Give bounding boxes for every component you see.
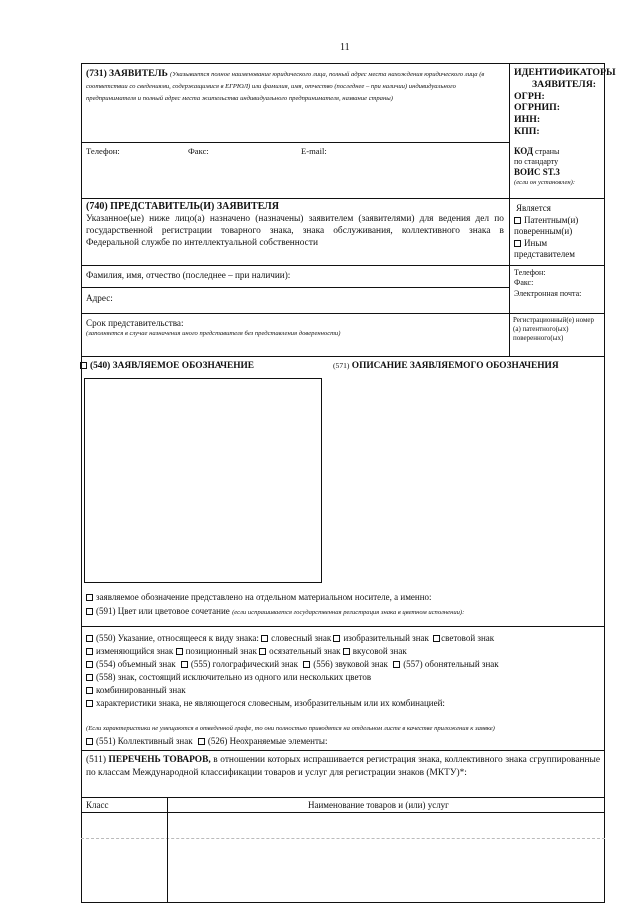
kind-indication-checkbox[interactable] xyxy=(86,635,93,642)
holographic-mark-label: (555) голографический знак xyxy=(190,659,299,670)
reg-number-line-3: поверенного(ых) xyxy=(513,334,564,343)
identifiers-title-2: ЗАЯВИТЕЛЯ: xyxy=(532,78,597,90)
patent-attorney-label-2: поверенным(и) xyxy=(514,226,573,237)
standard-line: по стандарту xyxy=(514,157,559,167)
goods-code: (511) xyxy=(86,755,106,765)
divider xyxy=(81,287,510,288)
rep-email-label: Электронная почта: xyxy=(514,288,582,298)
applicant-fax-label: Факс: xyxy=(188,146,209,156)
term-label: Срок представительства: xyxy=(86,318,184,328)
color-checkbox[interactable] xyxy=(86,608,93,615)
rep-phone-label: Телефон: xyxy=(514,268,546,277)
divider xyxy=(81,797,605,798)
figurative-mark-checkbox[interactable] xyxy=(333,635,340,642)
identifiers-title-1: ИДЕНТИФИКАТОРЫ xyxy=(514,67,616,78)
taste-mark-checkbox[interactable] xyxy=(343,648,350,655)
characteristics-label: характеристики знака, не являющегося словесным, изобразительным или их комбинацией: xyxy=(96,698,445,709)
reg-number-block xyxy=(513,316,594,343)
goods-text: в отношении которых испрашивается регистрация знака, коллективного знака сгруппированные по классам Международной классификации товаров и услуг для регистрации знаков (МКТУ)*: xyxy=(86,755,600,778)
changing-mark-label: изменяющийся знак xyxy=(96,646,174,657)
color-hint: (если испрашивается государственная регистрация знака в цветном исполнении): xyxy=(232,609,465,616)
colors-only-checkbox[interactable] xyxy=(86,674,93,681)
applicant-block xyxy=(86,68,504,103)
country-code-rest: страны xyxy=(535,147,560,156)
divider xyxy=(81,750,605,751)
divider xyxy=(81,838,605,839)
representative-text: Указанное(ые) ниже лицо(а) назначено (назначены) заявителем (заявителями) для ведения дел по государственной регистрации товарного знака, знака обслуживания, коллективного знака в Федеральной службе по интеллектуальной собственности xyxy=(86,214,504,249)
applicant-email-label: E-mail: xyxy=(301,146,327,156)
mark-image-box[interactable] xyxy=(84,378,322,583)
page-number: 11 xyxy=(340,42,350,53)
characteristics-checkbox[interactable] xyxy=(86,700,93,707)
light-mark-checkbox[interactable] xyxy=(433,635,440,642)
wipo-standard: ВОИС ST.3 xyxy=(514,167,560,178)
divider xyxy=(81,812,605,813)
sound-mark-checkbox[interactable] xyxy=(303,661,310,668)
positional-mark-checkbox[interactable] xyxy=(176,648,183,655)
tactile-mark-label: осязательный знак xyxy=(269,646,341,657)
tactile-mark-checkbox[interactable] xyxy=(259,648,266,655)
volume-mark-label: (554) объемный знак xyxy=(96,659,176,670)
mark-description-heading xyxy=(333,361,559,373)
positional-mark-label: позиционный знак xyxy=(185,646,257,657)
olfactory-mark-label: (557) обонятельный знак xyxy=(403,659,499,670)
separate-carrier-checkbox[interactable] xyxy=(86,594,93,601)
patent-attorney-label-1: Патентным(и) xyxy=(524,214,579,225)
divider xyxy=(81,198,605,199)
unprotected-label: (526) Неохраняемые элементы: xyxy=(207,736,328,746)
reg-number-line-1: Регистрационный(е) номер xyxy=(513,316,594,324)
reg-number-line-2: (а) патентного(ых) xyxy=(513,325,569,334)
separate-carrier-row xyxy=(86,592,432,603)
column-divider xyxy=(167,797,168,903)
patent-attorney-checkbox[interactable] xyxy=(514,217,521,224)
claimed-mark-label: (540) ЗАЯВЛЯЕМОЕ ОБОЗНАЧЕНИЕ xyxy=(90,361,255,371)
collective-mark-label: (551) Коллективный знак xyxy=(96,736,193,746)
country-code-bold: КОД xyxy=(514,146,534,156)
kind-indication-label: (550) Указание, относящееся к виду знака: xyxy=(96,633,259,643)
taste-mark-label: вкусовой знак xyxy=(352,646,407,657)
unprotected-checkbox[interactable] xyxy=(198,738,205,745)
collective-row xyxy=(86,736,327,747)
term-hint: (заполняется в случае назначения иного представителя без представления доверенности) xyxy=(86,330,341,337)
separate-carrier-label: заявляемое обозначение представлено на отдельном материальном носителе, а именно: xyxy=(96,592,432,602)
combined-mark-checkbox[interactable] xyxy=(86,687,93,694)
representative-title: (740) ПРЕДСТАВИТЕЛЬ(И) ЗАЯВИТЕЛЯ xyxy=(86,201,279,212)
applicant-phone-label: Телефон: xyxy=(86,146,120,156)
word-mark-checkbox[interactable] xyxy=(261,635,268,642)
changing-mark-checkbox[interactable] xyxy=(86,648,93,655)
goods-title: ПЕРЕЧЕНЬ ТОВАРОВ, xyxy=(108,755,211,765)
collective-mark-checkbox[interactable] xyxy=(86,738,93,745)
goods-name-column-header: Наименование товаров и (или) услуг xyxy=(308,800,449,810)
ogrnip-label: ОГРНИП: xyxy=(514,102,560,114)
divider xyxy=(81,356,605,357)
identifiers-block xyxy=(514,67,616,138)
description-label: ОПИСАНИЕ ЗАЯВЛЯЕМОГО ОБОЗНАЧЕНИЯ xyxy=(351,361,559,371)
olfactory-mark-checkbox[interactable] xyxy=(393,661,400,668)
sound-mark-label: (556) звуковой знак xyxy=(313,659,388,670)
representative-type xyxy=(514,203,578,261)
figurative-mark-label: изобразительный знак xyxy=(343,633,429,643)
applicant-hint: (Указывается полное наименование юридического лица, полный адрес места нахождения юридического лица (в соответствии со сведениями, содержащимися в ЕГРЮЛ) или фамилия, имя, отчество (последнее – при наличии) индивидуального предпринимателя и полный адрес места жительства индивидуального предпринимателя, название страны) xyxy=(86,71,485,102)
address-label: Адрес: xyxy=(86,293,113,303)
description-code: (571) xyxy=(333,361,350,370)
rep-fax-label: Факс: xyxy=(514,278,534,288)
divider xyxy=(81,626,605,627)
colors-only-label: (558) знак, состоящий исключительно из одного или нескольких цветов xyxy=(96,672,372,683)
claimed-mark-heading xyxy=(80,361,254,373)
country-code-block xyxy=(514,146,575,187)
mark-kinds-block xyxy=(86,632,499,710)
color-label: (591) Цвет или цветовое сочетание xyxy=(96,606,230,616)
characteristics-note: (Если характеристики не умещаются в отведенной графе, то они полностью приводятся на отдельном листе в качестве приложения к заявке) xyxy=(86,725,495,732)
holographic-mark-checkbox[interactable] xyxy=(181,661,188,668)
applicant-title: ЗАЯВИТЕЛЬ xyxy=(108,68,168,79)
light-mark-label: световой знак xyxy=(441,633,495,643)
color-row xyxy=(86,606,464,618)
applicant-code: (731) xyxy=(86,68,107,79)
divider xyxy=(81,313,605,314)
claimed-mark-checkbox[interactable] xyxy=(80,362,87,369)
class-column-header: Класс xyxy=(86,800,109,810)
representative-contacts xyxy=(514,268,581,299)
divider xyxy=(81,142,510,143)
if-set-hint: (если он установлен): xyxy=(514,178,576,186)
other-representative-label-2: представителем xyxy=(514,249,575,260)
volume-mark-checkbox[interactable] xyxy=(86,661,93,668)
column-divider xyxy=(509,63,510,356)
is-label: Является xyxy=(516,203,551,213)
other-representative-checkbox[interactable] xyxy=(514,240,521,247)
goods-block xyxy=(86,754,600,779)
fio-label: Фамилия, имя, отчество (последнее – при наличии): xyxy=(86,270,291,280)
word-mark-label: словесный знак xyxy=(271,633,332,643)
kpp-label: КПП: xyxy=(514,125,540,137)
inn-label: ИНН: xyxy=(514,114,541,125)
ogrn-label: ОГРН: xyxy=(514,90,545,102)
combined-mark-label: комбинированный знак xyxy=(96,685,186,696)
other-representative-label-1: Иным xyxy=(524,237,548,248)
divider xyxy=(81,265,605,266)
